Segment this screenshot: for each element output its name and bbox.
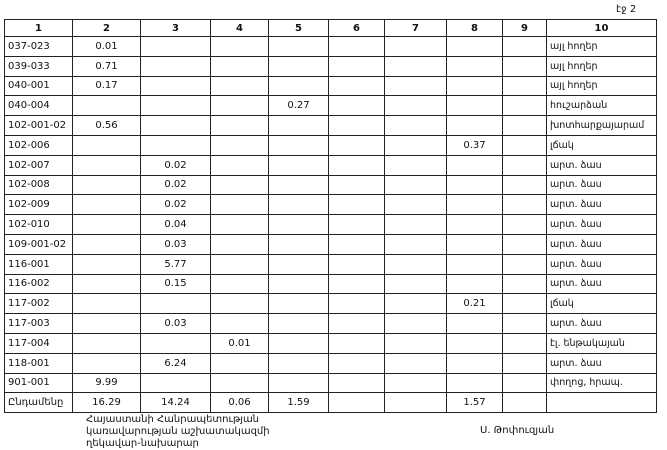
- area-cell: [329, 56, 385, 76]
- area-cell: 0.02: [141, 155, 211, 175]
- area-cell: [329, 135, 385, 155]
- area-cell: [385, 175, 447, 195]
- parcel-code-cell: Ընդամենը: [5, 393, 73, 413]
- parcel-code-cell: 040-001: [5, 76, 73, 96]
- table-row: [5, 155, 657, 175]
- area-cell: 0.37: [447, 135, 503, 155]
- table-row: [5, 215, 657, 235]
- column-header: 7: [385, 20, 447, 37]
- land-use-cell: լճակ: [547, 294, 657, 314]
- area-cell: [447, 274, 503, 294]
- column-header: 5: [269, 20, 329, 37]
- area-cell: [329, 155, 385, 175]
- column-header: 9: [503, 20, 547, 37]
- area-cell: [447, 37, 503, 57]
- area-cell: [329, 353, 385, 373]
- page-label: էջ 2: [616, 4, 637, 15]
- area-cell: [211, 294, 269, 314]
- total-row: [5, 393, 657, 413]
- area-cell: [269, 353, 329, 373]
- land-ledger-table: [4, 19, 657, 413]
- area-cell: [503, 254, 547, 274]
- table-row: [5, 116, 657, 136]
- parcel-code-cell: 040-004: [5, 96, 73, 116]
- area-cell: [329, 215, 385, 235]
- area-cell: 16.29: [73, 393, 141, 413]
- area-cell: [447, 96, 503, 116]
- signatory-line-1: Հայաստանի Հանրապետության: [86, 414, 260, 425]
- area-cell: [503, 215, 547, 235]
- area-cell: [73, 314, 141, 334]
- area-cell: 6.24: [141, 353, 211, 373]
- area-cell: [73, 234, 141, 254]
- area-cell: [269, 155, 329, 175]
- signatory-name: Ս. Թոփուզյան: [480, 425, 555, 436]
- column-header: 1: [5, 20, 73, 37]
- area-cell: [503, 234, 547, 254]
- area-cell: [269, 135, 329, 155]
- area-cell: [329, 175, 385, 195]
- land-use-cell: այլ հողեր: [547, 56, 657, 76]
- area-cell: [73, 294, 141, 314]
- area-cell: [329, 116, 385, 136]
- area-cell: [503, 333, 547, 353]
- parcel-code-cell: 117-004: [5, 333, 73, 353]
- area-cell: [329, 294, 385, 314]
- signatory-line-2: կառավարության աշխատակազմի: [86, 426, 270, 437]
- column-header: 10: [547, 20, 657, 37]
- column-header: 3: [141, 20, 211, 37]
- area-cell: 0.02: [141, 175, 211, 195]
- area-cell: 0.01: [211, 333, 269, 353]
- area-cell: [73, 333, 141, 353]
- area-cell: [329, 76, 385, 96]
- area-cell: [211, 195, 269, 215]
- area-cell: [385, 135, 447, 155]
- table-row: [5, 333, 657, 353]
- area-cell: [385, 234, 447, 254]
- area-cell: [385, 195, 447, 215]
- land-use-cell: արտ. ձաս: [547, 234, 657, 254]
- area-cell: [141, 135, 211, 155]
- area-cell: [503, 353, 547, 373]
- area-cell: [503, 37, 547, 57]
- area-cell: [503, 56, 547, 76]
- area-cell: [503, 76, 547, 96]
- area-cell: [211, 175, 269, 195]
- area-cell: [329, 234, 385, 254]
- parcel-code-cell: 102-007: [5, 155, 73, 175]
- area-cell: 0.71: [73, 56, 141, 76]
- area-cell: [269, 76, 329, 96]
- parcel-code-cell: 901-001: [5, 373, 73, 393]
- area-cell: [385, 155, 447, 175]
- area-cell: [503, 135, 547, 155]
- area-cell: [329, 254, 385, 274]
- area-cell: [269, 373, 329, 393]
- table-row: [5, 76, 657, 96]
- area-cell: 0.01: [73, 37, 141, 57]
- area-cell: [385, 393, 447, 413]
- area-cell: [211, 56, 269, 76]
- area-cell: [385, 333, 447, 353]
- area-cell: [447, 373, 503, 393]
- area-cell: [269, 37, 329, 57]
- table-row: [5, 175, 657, 195]
- area-cell: [141, 294, 211, 314]
- area-cell: 0.03: [141, 234, 211, 254]
- area-cell: [73, 274, 141, 294]
- area-cell: [269, 175, 329, 195]
- area-cell: [447, 215, 503, 235]
- parcel-code-cell: 102-008: [5, 175, 73, 195]
- area-cell: 0.04: [141, 215, 211, 235]
- table-row: [5, 314, 657, 334]
- area-cell: [329, 314, 385, 334]
- area-cell: [211, 96, 269, 116]
- area-cell: [269, 234, 329, 254]
- area-cell: [447, 333, 503, 353]
- area-cell: [211, 373, 269, 393]
- area-cell: [329, 37, 385, 57]
- area-cell: [211, 76, 269, 96]
- area-cell: [503, 373, 547, 393]
- parcel-code-cell: 117-003: [5, 314, 73, 334]
- parcel-code-cell: 116-002: [5, 274, 73, 294]
- area-cell: [329, 195, 385, 215]
- parcel-code-cell: 102-006: [5, 135, 73, 155]
- column-header-row: [5, 20, 657, 37]
- land-use-cell: լճակ: [547, 135, 657, 155]
- parcel-code-cell: 039-033: [5, 56, 73, 76]
- area-cell: [503, 393, 547, 413]
- land-use-cell: արտ. ձաս: [547, 274, 657, 294]
- land-use-cell: խոտհարքայարամ: [547, 116, 657, 136]
- area-cell: [385, 116, 447, 136]
- area-cell: [211, 254, 269, 274]
- land-use-cell: արտ. ձաս: [547, 195, 657, 215]
- area-cell: 14.24: [141, 393, 211, 413]
- area-cell: [329, 393, 385, 413]
- area-cell: [211, 234, 269, 254]
- area-cell: [141, 333, 211, 353]
- area-cell: [385, 314, 447, 334]
- area-cell: [503, 96, 547, 116]
- land-use-cell: այլ հողեր: [547, 37, 657, 57]
- area-cell: [503, 116, 547, 136]
- area-cell: [73, 195, 141, 215]
- table-row: [5, 135, 657, 155]
- area-cell: [211, 314, 269, 334]
- area-cell: 0.15: [141, 274, 211, 294]
- area-cell: [447, 234, 503, 254]
- column-header: 4: [211, 20, 269, 37]
- land-use-cell: արտ. ձաս: [547, 175, 657, 195]
- area-cell: [73, 215, 141, 235]
- table-row: [5, 195, 657, 215]
- signatory-line-3: ղեկավար-նախարար: [86, 438, 199, 449]
- land-use-cell: հուշարձան: [547, 96, 657, 116]
- area-cell: [211, 37, 269, 57]
- area-cell: [385, 56, 447, 76]
- area-cell: [503, 175, 547, 195]
- area-cell: [211, 274, 269, 294]
- land-use-cell: արտ. ձաս: [547, 314, 657, 334]
- area-cell: [141, 96, 211, 116]
- area-cell: 1.57: [447, 393, 503, 413]
- parcel-code-cell: 117-002: [5, 294, 73, 314]
- table-row: [5, 254, 657, 274]
- area-cell: [73, 175, 141, 195]
- area-cell: [329, 274, 385, 294]
- area-cell: [269, 56, 329, 76]
- area-cell: [503, 274, 547, 294]
- land-use-cell: արտ. ձաս: [547, 215, 657, 235]
- area-cell: 0.03: [141, 314, 211, 334]
- area-cell: [447, 254, 503, 274]
- area-cell: [269, 333, 329, 353]
- area-cell: [73, 254, 141, 274]
- area-cell: [447, 56, 503, 76]
- area-cell: 0.56: [73, 116, 141, 136]
- table-row: [5, 353, 657, 373]
- area-cell: [141, 37, 211, 57]
- parcel-code-cell: 116-001: [5, 254, 73, 274]
- area-cell: [447, 116, 503, 136]
- table-row: [5, 274, 657, 294]
- land-use-cell: արտ. ձաս: [547, 155, 657, 175]
- area-cell: 0.21: [447, 294, 503, 314]
- area-cell: [503, 294, 547, 314]
- land-use-cell: [547, 393, 657, 413]
- column-header: 2: [73, 20, 141, 37]
- table-row: [5, 96, 657, 116]
- area-cell: [269, 294, 329, 314]
- area-cell: [447, 175, 503, 195]
- land-use-cell: այլ հողեր: [547, 76, 657, 96]
- land-use-cell: արտ. ձաս: [547, 254, 657, 274]
- area-cell: [269, 215, 329, 235]
- area-cell: [385, 96, 447, 116]
- area-cell: [73, 155, 141, 175]
- area-cell: [141, 373, 211, 393]
- parcel-code-cell: 102-001-02: [5, 116, 73, 136]
- area-cell: [211, 135, 269, 155]
- land-use-cell: փողոց, հրապ.: [547, 373, 657, 393]
- table-row: [5, 234, 657, 254]
- area-cell: [269, 195, 329, 215]
- area-cell: [211, 353, 269, 373]
- area-cell: [503, 155, 547, 175]
- parcel-code-cell: 109-001-02: [5, 234, 73, 254]
- land-use-cell: էլ. ենթակայան: [547, 333, 657, 353]
- area-cell: [141, 56, 211, 76]
- area-cell: [385, 274, 447, 294]
- column-header: 8: [447, 20, 503, 37]
- area-cell: [447, 155, 503, 175]
- table-row: [5, 294, 657, 314]
- area-cell: [73, 96, 141, 116]
- area-cell: [329, 96, 385, 116]
- column-header: 6: [329, 20, 385, 37]
- area-cell: 1.59: [269, 393, 329, 413]
- area-cell: [447, 76, 503, 96]
- area-cell: [385, 76, 447, 96]
- area-cell: [503, 195, 547, 215]
- area-cell: [447, 314, 503, 334]
- parcel-code-cell: 118-001: [5, 353, 73, 373]
- area-cell: [269, 274, 329, 294]
- area-cell: [447, 353, 503, 373]
- area-cell: 9.99: [73, 373, 141, 393]
- parcel-code-cell: 102-010: [5, 215, 73, 235]
- signatory-title: [86, 414, 270, 450]
- area-cell: [385, 353, 447, 373]
- area-cell: [329, 373, 385, 393]
- area-cell: [503, 314, 547, 334]
- table-row: [5, 37, 657, 57]
- area-cell: [211, 116, 269, 136]
- area-cell: [73, 353, 141, 373]
- area-cell: [385, 37, 447, 57]
- parcel-code-cell: 102-009: [5, 195, 73, 215]
- area-cell: [73, 135, 141, 155]
- area-cell: [141, 116, 211, 136]
- area-cell: [141, 76, 211, 96]
- area-cell: 0.02: [141, 195, 211, 215]
- area-cell: [385, 254, 447, 274]
- area-cell: [211, 215, 269, 235]
- area-cell: [447, 195, 503, 215]
- area-cell: [269, 314, 329, 334]
- area-cell: [385, 294, 447, 314]
- table-row: [5, 56, 657, 76]
- area-cell: [329, 333, 385, 353]
- parcel-code-cell: 037-023: [5, 37, 73, 57]
- area-cell: 5.77: [141, 254, 211, 274]
- table-row: [5, 373, 657, 393]
- area-cell: 0.27: [269, 96, 329, 116]
- area-cell: [385, 373, 447, 393]
- area-cell: [385, 215, 447, 235]
- area-cell: 0.17: [73, 76, 141, 96]
- land-use-cell: արտ. ձաս: [547, 353, 657, 373]
- area-cell: 0.06: [211, 393, 269, 413]
- area-cell: [211, 155, 269, 175]
- area-cell: [269, 116, 329, 136]
- area-cell: [269, 254, 329, 274]
